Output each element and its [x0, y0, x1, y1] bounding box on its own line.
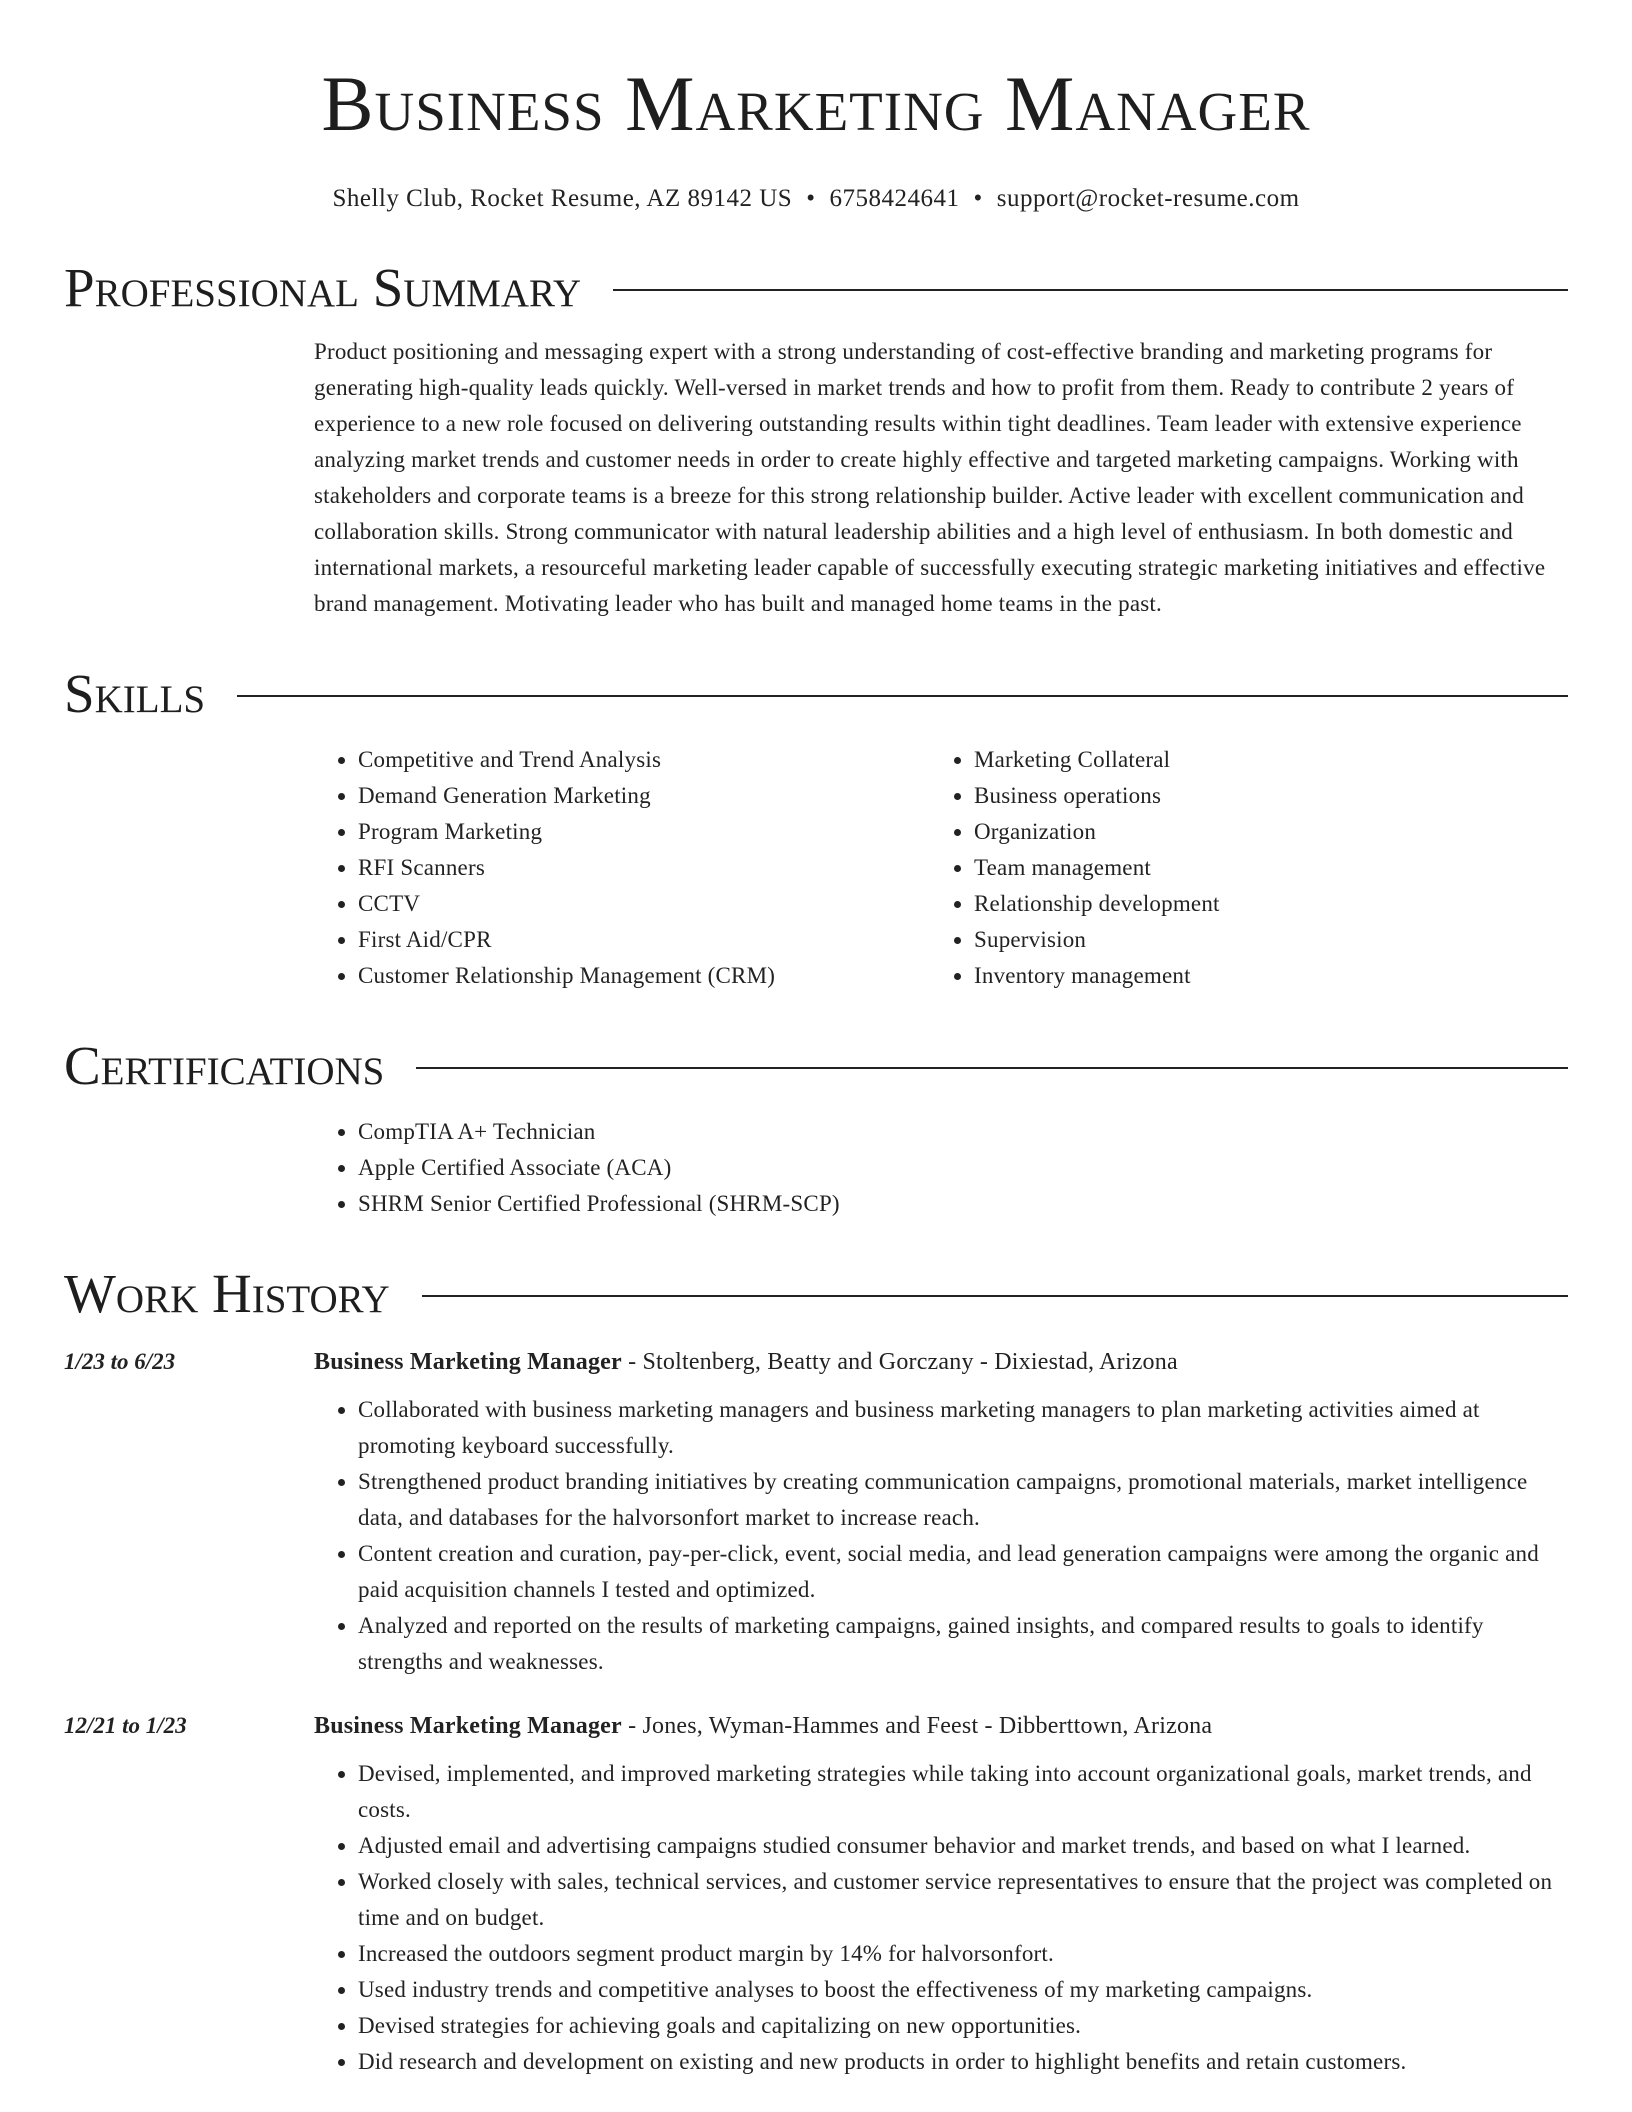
contact-separator: • [973, 185, 983, 212]
skill-item: • Team management [974, 850, 1546, 886]
skill-item: • Relationship development [974, 886, 1546, 922]
job-dates: 1/23 to 6/23 [64, 1349, 176, 1374]
job-title: Business Marketing Manager [314, 1713, 622, 1739]
job-title: Business Marketing Manager [314, 1349, 622, 1375]
job-bullets [314, 1392, 1568, 1680]
skill-item: • Marketing Collateral [974, 742, 1546, 778]
skills-column-left [314, 742, 930, 994]
job-bullet: • Content creation and curation, pay-per-click, event, social media, and lead generation campaigns were among the organic and paid acquisition channels I tested and optimized. [358, 1536, 1568, 1608]
section-divider [416, 1067, 1568, 1069]
skill-item: • Organization [974, 814, 1546, 850]
skill-item: • Competitive and Trend Analysis [358, 742, 930, 778]
job-bullet: • Used industry trends and competitive analyses to boost the effectiveness of my marketing campaigns. [358, 1972, 1568, 2008]
job-bullet: • Collaborated with business marketing managers and business marketing managers to plan marketing activities aimed at promoting keyboard successfully. [358, 1392, 1568, 1464]
contact-phone: 6758424641 [829, 185, 960, 212]
contact-separator: • [806, 185, 816, 212]
job-bullet: • Did research and development on existing and new products in order to highlight benefits and retain customers. [358, 2044, 1568, 2080]
skill-item: • RFI Scanners [358, 850, 930, 886]
job-header [314, 1708, 1568, 1744]
job-bullet: • Devised, implemented, and improved marketing strategies while taking into account organizational goals, market trends, and costs. [358, 1756, 1568, 1828]
skills-list [314, 742, 1568, 994]
skills-section-header [64, 664, 1568, 724]
summary-section-header [64, 258, 1568, 318]
job-entry [64, 1708, 1568, 2080]
job-header [314, 1344, 1568, 1380]
job-company-location: - Stoltenberg, Beatty and Gorczany - Dixiestad, Arizona [621, 1349, 1178, 1375]
job-entry [64, 1344, 1568, 1680]
certifications-heading: Certifications [64, 1035, 385, 1096]
skills-column-right [930, 742, 1546, 994]
job-body [314, 1708, 1568, 2080]
job-body [314, 1344, 1568, 1680]
certification-item: • Apple Certified Associate (ACA) [358, 1150, 1568, 1186]
skill-item: • Inventory management [974, 958, 1546, 994]
skill-item: • Demand Generation Marketing [358, 778, 930, 814]
work-history-heading: Work History [64, 1263, 390, 1324]
job-bullet: • Devised strategies for achieving goals and capitalizing on new opportunities. [358, 2008, 1568, 2044]
section-divider [237, 695, 1568, 697]
contact-email[interactable]: support@rocket-resume.com [996, 185, 1300, 212]
section-divider [613, 289, 1568, 291]
skill-item: • CCTV [358, 886, 930, 922]
summary-text: Product positioning and messaging expert with a strong understanding of cost-effective branding and marketing programs for generating high-quality leads quickly. Well-versed in market trends and how to profit from them. Ready to contribute 2 years of experience to a new role focused on delivering outstanding results within tight deadlines. Team leader with extensive experience analyzing market trends and customer needs in order to create highly effective and targeted marketing campaigns. Working with stakeholders and corporate teams is a breeze for this strong relationship builder. Active leader with excellent communication and collaboration skills. Strong communicator with natural leadership abilities and a high level of enthusiasm. In both domestic and international markets, a resourceful marketing leader capable of successfully executing strategic marketing initiatives and effective brand management. Motivating leader who has built and managed home teams in the past. [314, 339, 1546, 616]
skills-heading: Skills [64, 663, 206, 724]
job-company-location: - Jones, Wyman-Hammes and Feest - Dibberttown, Arizona [621, 1713, 1213, 1739]
certification-item: • CompTIA A+ Technician [358, 1114, 1568, 1150]
job-bullet: • Strengthened product branding initiatives by creating communication campaigns, promotional materials, market intelligence data, and databases for the halvorsonfort market to increase reach. [358, 1464, 1568, 1536]
skill-item: • First Aid/CPR [358, 922, 930, 958]
skill-item: • Program Marketing [358, 814, 930, 850]
contact-address: Shelly Club, Rocket Resume, AZ 89142 US [332, 185, 793, 212]
job-bullets [314, 1756, 1568, 2080]
skill-item: • Supervision [974, 922, 1546, 958]
job-bullet: • Increased the outdoors segment product margin by 14% for halvorsonfort. [358, 1936, 1568, 1972]
skill-item: • Business operations [974, 778, 1546, 814]
certifications-list [314, 1114, 1568, 1222]
summary-heading: Professional Summary [64, 257, 582, 318]
job-bullet: • Adjusted email and advertising campaigns studied consumer behavior and market trends, and based on what I learned. [358, 1828, 1568, 1864]
section-divider [422, 1295, 1568, 1297]
skill-item: • Customer Relationship Management (CRM) [358, 958, 930, 994]
job-bullet: • Analyzed and reported on the results of marketing campaigns, gained insights, and compared results to goals to identify strengths and weaknesses. [358, 1608, 1568, 1680]
certifications-section-header [64, 1036, 1568, 1096]
contact-line [64, 182, 1568, 216]
certification-item: • SHRM Senior Certified Professional (SHRM-SCP) [358, 1186, 1568, 1222]
work-history-section-header [64, 1264, 1568, 1324]
candidate-name: Business Marketing Manager [321, 60, 1311, 147]
job-dates: 12/21 to 1/23 [64, 1713, 187, 1738]
job-bullet: • Worked closely with sales, technical services, and customer service representatives to ensure that the project was completed on time and on budget. [358, 1864, 1568, 1936]
